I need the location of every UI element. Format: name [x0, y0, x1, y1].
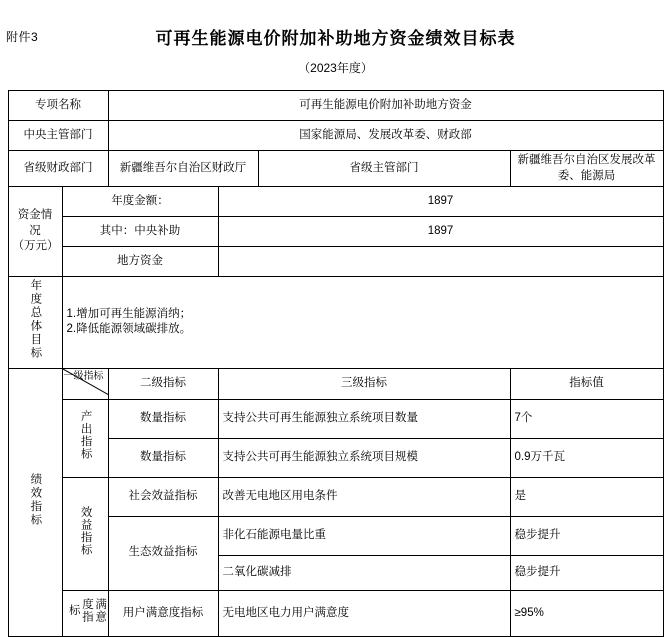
table-row	[8, 151, 663, 187]
annual-amount-value: 1897	[218, 187, 663, 217]
fund-situation-line1: 资金情况	[17, 209, 53, 237]
table-row	[8, 399, 663, 438]
local-fund-label: 地方资金	[62, 247, 218, 277]
annual-goal-label: 年度总体目标	[8, 277, 62, 369]
level2-eco-benefit-indicator: 生态效益指标	[108, 516, 218, 590]
annual-goal-content	[62, 277, 663, 369]
level3-indicator: 二氧化碳减排	[218, 555, 510, 590]
indicator-value: 稳步提升	[510, 516, 663, 555]
province-finance-label: 省级财政部门	[8, 151, 108, 187]
central-subsidy-value: 1897	[218, 217, 663, 247]
table-row	[8, 187, 663, 217]
province-dept-label: 省级主管部门	[258, 151, 510, 187]
indicator-value: ≥95%	[510, 590, 663, 637]
annual-amount-label: 年度金额：	[62, 187, 218, 217]
table-row	[8, 590, 663, 637]
province-finance-value: 新疆维吾尔自治区财政厅	[108, 151, 258, 187]
table-row	[8, 247, 663, 277]
level2-header: 二级指标	[108, 368, 218, 399]
level3-header: 三级指标	[218, 368, 510, 399]
level3-indicator: 非化石能源电量比重	[218, 516, 510, 555]
central-dept-label: 中央主管部门	[8, 121, 108, 151]
annual-goal-line-2: 2.降低能源领域碳排放。	[66, 323, 192, 336]
level3-indicator: 支持公共可再生能源独立系统项目数量	[218, 399, 510, 438]
table-row	[8, 217, 663, 247]
table-row	[8, 91, 663, 121]
level2-indicator: 用户满意度指标	[108, 590, 218, 637]
central-dept-value: 国家能源局、发展改革委、财政部	[108, 121, 663, 151]
indicator-value: 7个	[510, 399, 663, 438]
table-row	[8, 368, 663, 399]
level1-benefit-indicator: 效益指标	[62, 477, 108, 590]
central-subsidy-label: 其中：中央补助	[62, 217, 218, 247]
indicator-value: 是	[510, 477, 663, 516]
level3-indicator: 支持公共可再生能源独立系统项目规模	[218, 438, 510, 477]
page-subtitle: （2023年度）	[298, 61, 373, 75]
performance-goal-table	[8, 90, 664, 637]
level2-indicator: 数量指标	[108, 399, 218, 438]
indicator-value: 0.9万千瓦	[510, 438, 663, 477]
page-title: 可再生能源电价附加补助地方资金绩效目标表	[155, 29, 516, 48]
level1-header-cell	[62, 368, 108, 399]
table-row	[8, 121, 663, 151]
level2-indicator: 数量指标	[108, 438, 218, 477]
level1-output-indicator: 产出指标	[62, 399, 108, 477]
indicator-value: 稳步提升	[510, 555, 663, 590]
level1-satisfaction-indicator: 满意度指标	[62, 590, 108, 637]
project-name-label: 专项名称	[8, 91, 108, 121]
fund-situation-line2: （万元）	[12, 240, 59, 253]
annual-goal-line-1: 1.增加可再生能源消纳；	[66, 307, 192, 320]
performance-indicator-label: 绩效指标	[8, 368, 62, 637]
table-row	[8, 477, 663, 516]
attachment-number: 附件3	[6, 30, 39, 44]
fund-situation-label	[8, 187, 62, 277]
table-row	[8, 277, 663, 369]
local-fund-value	[218, 247, 663, 277]
level3-indicator: 无电地区电力用户满意度	[218, 590, 510, 637]
level1-header-top: 一级指标	[63, 370, 104, 382]
level3-indicator: 改善无电地区用电条件	[218, 477, 510, 516]
project-name-value: 可再生能源电价附加补助地方资金	[108, 91, 663, 121]
level2-indicator: 社会效益指标	[108, 477, 218, 516]
indicator-value-header: 指标值	[510, 368, 663, 399]
province-dept-value: 新疆维吾尔自治区发展改革委、能源局	[510, 151, 663, 187]
